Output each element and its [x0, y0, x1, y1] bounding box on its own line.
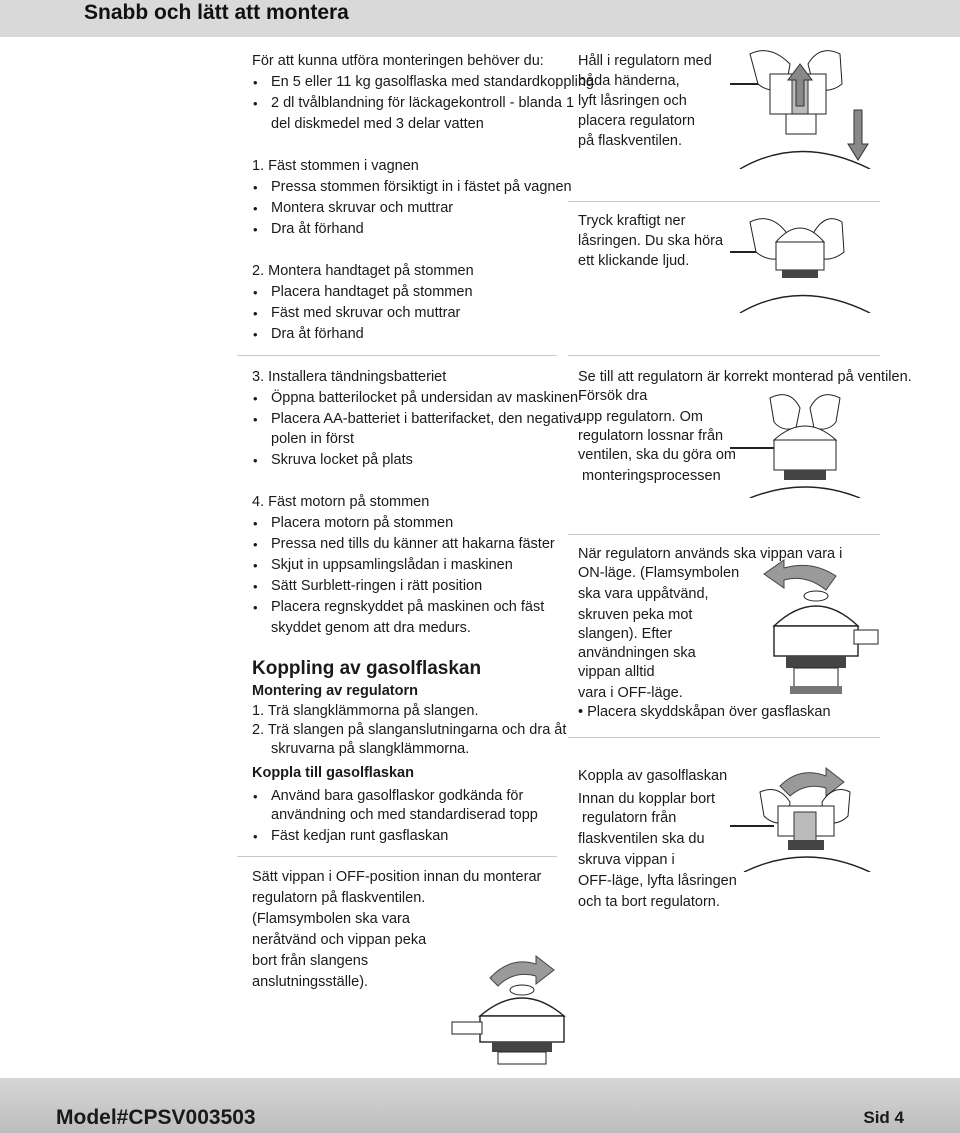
hold-line: lyft låsringen och — [578, 93, 687, 109]
page-number: Sid 4 — [863, 1108, 904, 1127]
use-line: ON-läge. (Flamsymbolen — [578, 565, 740, 581]
disconnect-line: OFF-läge, lyfta låsringen — [578, 873, 737, 889]
hold-line: Håll i regulatorn med — [578, 53, 712, 69]
step2-item: • Dra åt förhand — [253, 324, 364, 345]
step1-item: • Montera skruvar och muttrar — [253, 198, 453, 219]
disconnect-line: och ta bort regulatorn. — [578, 894, 720, 910]
regulator-on-illustration — [740, 556, 880, 696]
intro-item: • 2 dl tvålblandning för läckagekontroll - blanda 1 — [253, 93, 574, 114]
connect-item: • Fäst kedjan runt gasflaskan — [253, 826, 448, 847]
use-line: skruven peka mot — [578, 607, 693, 623]
press-line: Tryck kraftigt ner — [578, 213, 686, 229]
step3-item-cont: polen in först — [271, 431, 355, 447]
use-line: vara i OFF-läge. — [578, 685, 683, 701]
off-note-line: Sätt vippan i OFF-position innan du monterar — [252, 869, 542, 885]
page-header — [0, 0, 960, 37]
check-line: ventilen, ska du göra om — [578, 447, 736, 463]
section-divider — [568, 737, 880, 738]
remove-regulator-illustration — [730, 762, 880, 872]
section-divider — [568, 534, 880, 535]
step4-item: • Placera motorn på stommen — [253, 513, 453, 534]
press-ring-illustration — [730, 208, 880, 313]
off-note-line: regulatorn på flaskventilen. — [252, 890, 426, 906]
use-line: användningen ska — [578, 645, 696, 661]
intro-item: • En 5 eller 11 kg gasolflaska med standardkoppling — [253, 72, 594, 93]
lift-ring-illustration — [730, 44, 880, 169]
step2-item: • Placera handtaget på stommen — [253, 282, 473, 303]
hold-line: placera regulatorn — [578, 113, 695, 129]
coupling-step: 2. Trä slangen på slanganslutningarna och dra åt — [252, 722, 567, 738]
off-note-line: (Flamsymbolen ska vara — [252, 911, 410, 927]
step3-item: • Placera AA-batteriet i batterifacket, den negativa — [253, 409, 581, 430]
step4-item: • Pressa ned tills du känner att hakarna fäster — [253, 534, 555, 555]
page-title: Snabb och lätt att montera — [84, 1, 349, 24]
check-line: regulatorn lossnar från — [578, 428, 724, 444]
check-line: Se till att regulatorn är korrekt monterad på ventilen. — [578, 369, 912, 385]
hold-line: på flaskventilen. — [578, 133, 682, 149]
use-line: vippan alltid — [578, 664, 655, 680]
use-line: slangen). Efter — [578, 626, 673, 642]
off-note-line: neråtvänd och vippan peka — [252, 932, 427, 948]
step4-item: • Sätt Surblett-ringen i rätt position — [253, 576, 482, 597]
model-number: Model#CPSV003503 — [56, 1106, 256, 1129]
use-line: • Placera skyddskåpan över gasflaskan — [578, 704, 831, 720]
section-divider — [568, 201, 880, 202]
check-line: upp regulatorn. Om — [578, 409, 703, 425]
page-footer — [0, 1078, 960, 1133]
step4-item: • Placera regnskyddet på maskinen och fäst — [253, 597, 544, 618]
press-line: ett klickande ljud. — [578, 253, 690, 269]
press-line: låsringen. Du ska höra — [578, 233, 724, 249]
step4-item: • Skjut in uppsamlingslådan i maskinen — [253, 555, 513, 576]
check-line: Försök dra — [578, 388, 648, 404]
hold-line: båda händerna, — [578, 73, 680, 89]
step2-item: • Fäst med skruvar och muttrar — [253, 303, 460, 324]
disconnect-line: Innan du kopplar bort — [578, 791, 716, 807]
intro-item-cont: del diskmedel med 3 delar vatten — [271, 116, 484, 132]
disconnect-line: flaskventilen ska du — [578, 831, 705, 847]
section-divider — [568, 355, 880, 356]
off-note-line: anslutningsställe). — [252, 974, 369, 990]
coupling-step: 1. Trä slangklämmorna på slangen. — [252, 703, 479, 719]
step1-title: 1. Fäst stommen i vagnen — [252, 158, 419, 174]
coupling-subheading: Montering av regulatorn — [252, 683, 418, 699]
step4-item-cont: skyddet genom att dra medurs. — [271, 620, 471, 636]
regulator-off-illustration — [450, 950, 590, 1070]
step4-title: 4. Fäst motorn på stommen — [252, 494, 430, 510]
section-divider — [237, 355, 557, 356]
check-line: monteringsprocessen — [582, 468, 721, 484]
off-note-line: bort från slangens — [252, 953, 369, 969]
coupling-step-cont: skruvarna på slangklämmorna. — [271, 741, 470, 757]
step3-title: 3. Installera tändningsbatteriet — [252, 369, 447, 385]
disconnect-line: regulatorn från — [582, 810, 677, 826]
connect-heading: Koppla till gasolflaskan — [252, 765, 414, 781]
use-line: När regulatorn används ska vippan vara i — [578, 546, 843, 562]
intro-lead: För att kunna utföra monteringen behöver du: — [252, 53, 544, 69]
disconnect-line: skruva vippan i — [578, 852, 675, 868]
step2-title: 2. Montera handtaget på stommen — [252, 263, 474, 279]
step1-item: • Pressa stommen försiktigt in i fästet på vagnen — [253, 177, 572, 198]
step3-item: • Öppna batterilocket på undersidan av maskinen — [253, 388, 578, 409]
step1-item: • Dra åt förhand — [253, 219, 364, 240]
pull-test-illustration — [730, 388, 880, 498]
coupling-heading: Koppling av gasolflaskan — [252, 658, 482, 679]
use-line: ska vara uppåtvänd, — [578, 586, 709, 602]
connect-item: • Använd bara gasolflaskor godkända för — [253, 786, 523, 807]
connect-item-cont: användning och med standardiserad topp — [271, 807, 538, 823]
step3-item: • Skruva locket på plats — [253, 450, 413, 471]
section-divider — [237, 856, 557, 857]
disconnect-line: Koppla av gasolflaskan — [578, 768, 728, 784]
